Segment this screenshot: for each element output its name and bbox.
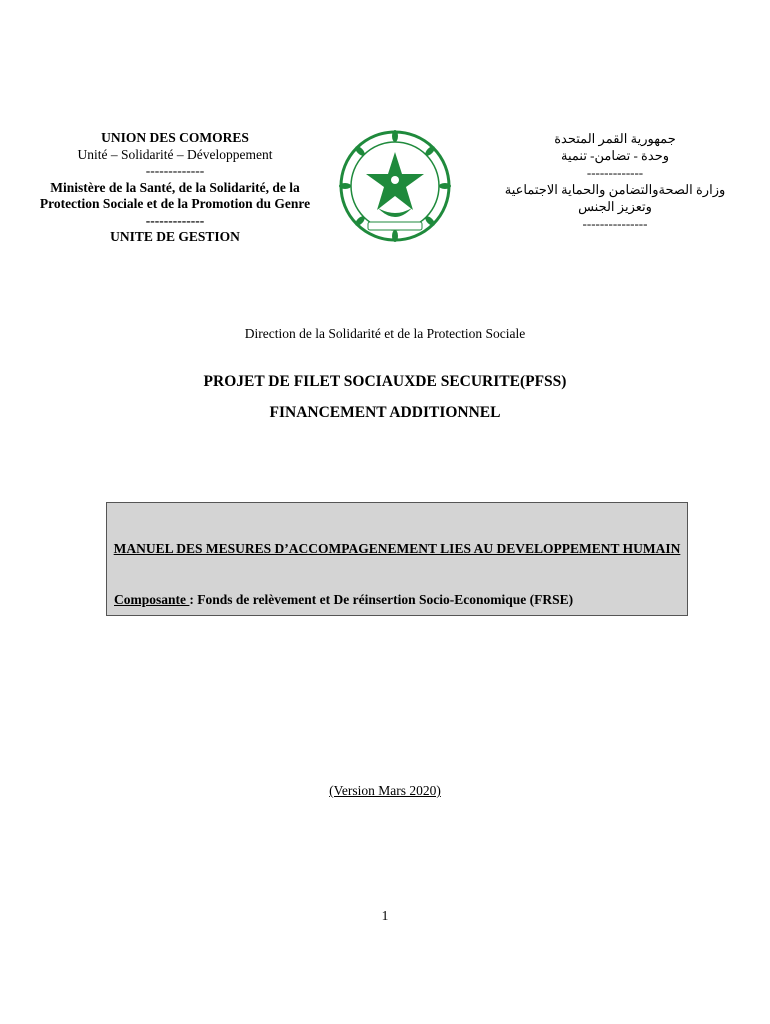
national-motto-arabic: وحدة - تضامن- تنمية: [560, 148, 670, 163]
manual-title-box: [106, 502, 688, 616]
right-header-arabic: [490, 130, 740, 232]
version-label: (Version Mars 2020): [329, 783, 441, 798]
manual-title: MANUEL DES MESURES D’ACCOMPAGENEMENT LIES AU DEVELOPPEMENT HUMAIN: [113, 541, 681, 556]
ministry-name-arabic-line2: وتعزيز الجنس: [578, 199, 652, 214]
left-header: [30, 130, 320, 246]
project-title: PROJET DE FILET SOCIAUXDE SECURITE(PFSS): [203, 373, 567, 390]
separator: -------------: [145, 163, 205, 178]
project-subtitle: FINANCEMENT ADDITIONNEL: [269, 404, 501, 421]
separator: -------------: [145, 212, 205, 228]
country-name: UNION DES COMORES: [101, 130, 249, 145]
composante-label: Composante: [114, 592, 190, 607]
direction-name: Direction de la Solidarité et de la Protection Sociale: [244, 326, 526, 341]
separator: ---------------: [582, 216, 648, 231]
country-name-arabic: جمهورية القمر المتحدة: [554, 131, 676, 146]
ministry-name-arabic: وزارة الصحةوالتضامن والحماية الاجتماعية: [504, 182, 726, 197]
separator: -------------: [586, 165, 644, 180]
coat-of-arms-emblem: [338, 122, 453, 250]
composante-line: [114, 592, 573, 608]
ministry-name: Ministère de la Santé, de la Solidarité, de la Protection Sociale et de la Promotion du Genre: [39, 179, 311, 211]
page-number: 1: [381, 908, 389, 923]
unit-name: UNITE DE GESTION: [110, 229, 240, 244]
composante-value: : Fonds de relèvement et De réinsertion Socio-Economique (FRSE): [189, 592, 574, 607]
national-motto: Unité – Solidarité – Développement: [77, 146, 273, 162]
